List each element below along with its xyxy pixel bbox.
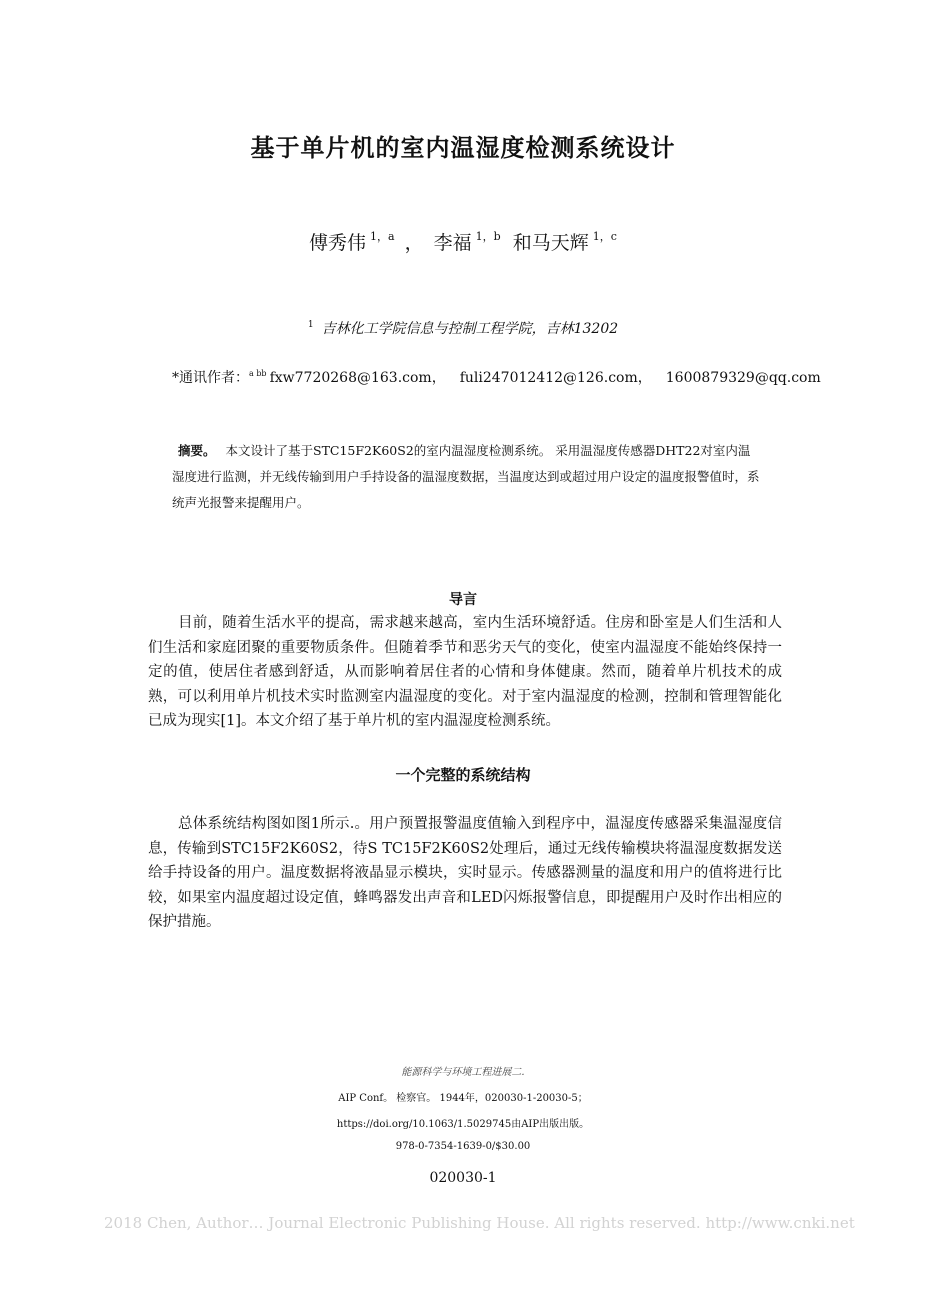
abstract-label: 摘要。 (178, 443, 216, 458)
section-heading-structure: 一个完整的系统结构 (395, 766, 531, 784)
footer-journal: 能源科学与环境工程进展二. (401, 1067, 525, 1078)
author-name: 李福 (433, 232, 472, 254)
author-affiliation-mark: 1，a (370, 230, 395, 243)
structure-paragraph: 总体系统结构图如图1所示.。用户预置报警温度值输入到程序中，温湿度传感器采集温湿度信息，传输到STC15F2K60S2，待S TC15F2K60S2处理后，通过无线传输模块将温湿度数据发送给手持设备的用户。温度数据将液晶显示模块，实时显示。传感器测量的温度和用户的值将进行比较，如果室内温度超过设定值，蜂鸣器发出声音和LED闪烁报警信息，即提醒用户及时作出相应的保护措施。 (148, 816, 782, 930)
email-link[interactable]: 1600879329@qq.com (665, 370, 821, 386)
author-affiliation-mark: 1，c (592, 230, 617, 243)
affiliation (0, 318, 926, 338)
faded-copyright-line: 2018 Chen, Author… Journal Electronic Publishing House. All rights reserved. http://www.cnki.net (104, 1214, 855, 1232)
affiliation-mark: 1 (307, 320, 314, 330)
author-affiliation-mark: 1，b (475, 230, 501, 243)
corresponding-author (172, 367, 821, 387)
paper-title: 基于单片机的室内温湿度检测系统设计 (250, 134, 676, 162)
abstract-text: 本文设计了基于STC15F2K60S2的室内温湿度检测系统。 采用温湿度传感器DHT22对室内温湿度进行监测，并无线传输到用户手持设备的温湿度数据，当温度达到或超过用户设定的温度报警值时，系统声光报警来提醒用户。 (172, 443, 760, 510)
corresponding-mark: a bb (249, 369, 267, 378)
author-list (0, 228, 926, 255)
author-separator: ， (404, 232, 424, 254)
author-name: 和马天辉 (512, 232, 589, 254)
abstract (172, 438, 762, 516)
page-number: 020030-1 (429, 1170, 497, 1186)
affiliation-text: 吉林化工学院信息与控制工程学院，吉林13202 (321, 321, 619, 337)
email-link[interactable]: fxw7720268@163.com， (269, 370, 446, 386)
corresponding-label: *通讯作者： (172, 370, 249, 386)
footer-citation: AIP Conf。 检察官。 1944年，020030-1-20030-5； (338, 1093, 588, 1104)
footer-isbn: 978-0-7354-1639-0/$30.00 (395, 1141, 531, 1152)
section-heading-intro: 导言 (449, 592, 477, 608)
email-link[interactable]: fuli247012412@126.com， (459, 370, 652, 386)
intro-paragraph: 目前，随着生活水平的提高，需求越来越高，室内生活环境舒适。住房和卧室是人们生活和人们生活和家庭团聚的重要物质条件。但随着季节和恶劣天气的变化，使室内温湿度不能始终保持一定的值，使居住者感到舒适，从而影响着居住者的心情和身体健康。然而，随着单片机技术的成熟，可以利用单片机技术实时监测室内温湿度的变化。对于室内温湿度的检测，控制和管理智能化已成为现实[1]。本文介绍了基于单片机的室内温湿度检测系统。 (148, 615, 782, 729)
footer-doi[interactable]: https://doi.org/10.1063/1.5029745由AIP出版出版。 (336, 1119, 590, 1130)
author-name: 傅秀伟 (309, 232, 367, 254)
